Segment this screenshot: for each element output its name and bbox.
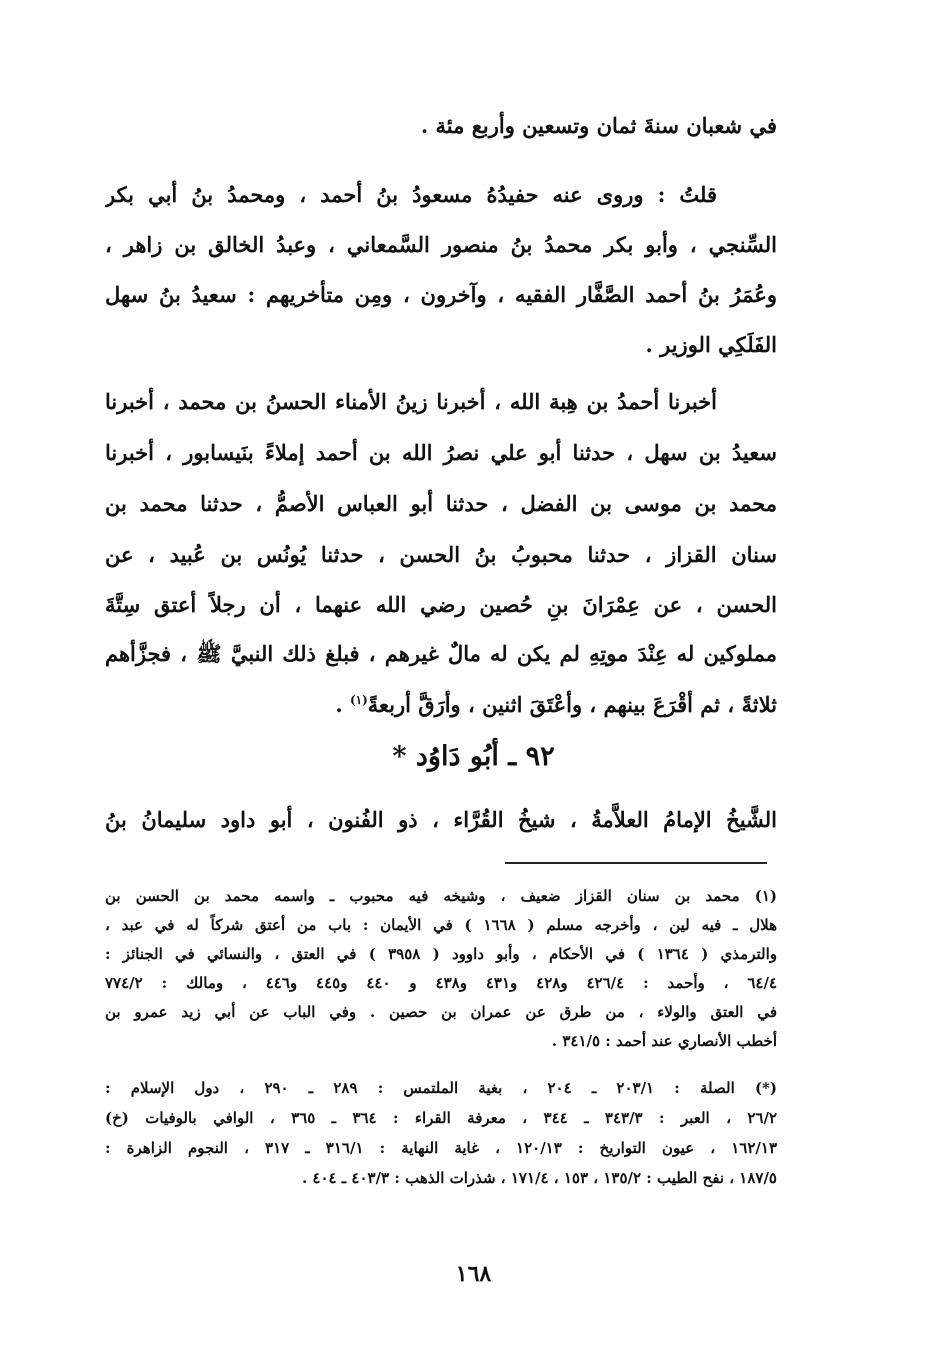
para2-line-7-text: ثلاثةً ، ثم أقْرَعَ بينهم ، وأعْتَقَ اثنين ، وأرَقَّ أربعةً (367, 692, 777, 717)
para1-line-4: الفَلَكِي الوزير . (645, 332, 777, 357)
footnote1-line-6: أخطب الأنصاري عند أحمد : ٣٤١/٥ . (551, 1032, 777, 1050)
para2-line-4: سنان القزاز ، حدثنا محبوبُ بنُ الحسن ، حدثنا يُونُس بن عُبيد ، عن (105, 542, 777, 567)
footnote-star-line-1: (*) الصلة : ٢٠٣/١ ـ ٢٠٤ ، بغية الملتمس : ٢٨٩ ـ ٢٩٠ ، دول الإسلام : (105, 1079, 777, 1097)
intro-line: في شعبان سنةَ ثمان وتسعين وأربع مئة . (420, 113, 777, 138)
footnote1-line-5: في العتق والولاء ، من طرق عن عمران بن حصين . وفي الباب عن أبي زيد عمرو بن (105, 1003, 777, 1021)
para2-line-5: الحسن ، عن عِمْرَانَ بنِ حُصين رضي الله عنهما ، أن رجلاً أعتق سِتَّةَ (105, 592, 777, 617)
footnote1-line-1: (١) محمد بن سنان القزاز ضعيف ، وشيخه فيه محبوب ـ واسمه محمد بن الحسن بن (105, 887, 777, 905)
para2-line-3: محمد بن موسى بن الفضل ، حدثنا أبو العباس الأصمُّ ، حدثنا محمد بن (105, 491, 777, 516)
footnote-divider (505, 862, 767, 864)
para1-line-3: وعُمَرُ بنُ أحمد الصَّفَّار الفقيه ، وآخرون ، ومِن متأخريهم : سعيدُ بنُ سهل (105, 282, 777, 307)
para2-line-2: سعيدُ بن سهل ، حدثنا أبو علي نصرُ الله بن أحمد إملاءً بنَيسابور ، أخبرنا (105, 440, 777, 465)
footnote-star-line-2: ٢٦/٢ ، العبر : ٣٤٣/٣ ـ ٣٤٤ ، معرفة القراء : ٣٦٤ ـ ٣٦٥ ، الوافي بالوفيات (خ) (105, 1109, 777, 1127)
para2-line-7 (105, 680, 777, 720)
footnote-star-line-4: ١٨٧/٥ ، نفح الطيب : ١٣٥/٢ ، ١٥٣ ، ١٧١/٤ ، شذرات الذهب : ٤٠٣/٣ ـ ٤٠٤ . (301, 1169, 777, 1187)
footnote-reference: (١) (349, 693, 368, 707)
footnote1-line-3: والترمذي ( ١٣٦٤ ) في الأحكام ، وأبو داوود ( ٣٩٥٨ ) في العتق ، والنسائي في الجنائز : (105, 945, 777, 963)
section-heading: ٩٢ ـ أبُو دَاوُد * (392, 741, 555, 772)
biography-first-line: الشَّيخُ الإمامُ العلاَّمةُ ، شيخُ القُرَّاء ، ذو الفُنون ، أبو داود سليمانُ بنُ (105, 807, 777, 832)
footnote-star-line-3: ١٦٢/١٣ ، عيون التواريخ : ١٢٠/١٣ ، غاية النهاية : ٣١٦/١ ـ ٣١٧ ، النجوم الزاهرة : (105, 1139, 777, 1157)
para2-line-1: أخبرنا أحمدُ بن هِبة الله ، أخبرنا زينُ الأمناء الحسنُ بن محمد ، أخبرنا (105, 389, 717, 414)
para2-line-6: مملوكين له عِنْدَ موتِهِ لم يكن له مالٌ غيرهم ، فبلغ ذلك النبيَّ ﷺ ، فجزَّأهم (105, 641, 777, 666)
para2-line-7-end: . (335, 692, 350, 717)
page-number: ١٦٨ (455, 1261, 492, 1287)
footnote1-line-2: هلال ـ فيه لين ، وأخرجه مسلم ( ١٦٦٨ ) في الأيمان : باب من أعتق شركاً له في عبد ، (105, 916, 777, 934)
footnote1-line-4: ٦٤/٤ ، وأحمد : ٤٢٦/٤ و٤٢٨ و٤٣١ و٤٣٨ و ٤٤٠ و٤٤٥ و٤٤٦ ، ومالك : ٧٧٤/٢ (105, 974, 777, 992)
para1-line-1: قلتُ : وروى عنه حفيدُهُ مسعودُ بنُ أحمد ، ومحمدُ بنُ أبي بكر (105, 182, 717, 207)
para1-line-2: السِّنجي ، وأبو بكر محمدُ بنُ منصور السَّمعاني ، وعبدُ الخالق بن زاهر ، (105, 232, 777, 257)
